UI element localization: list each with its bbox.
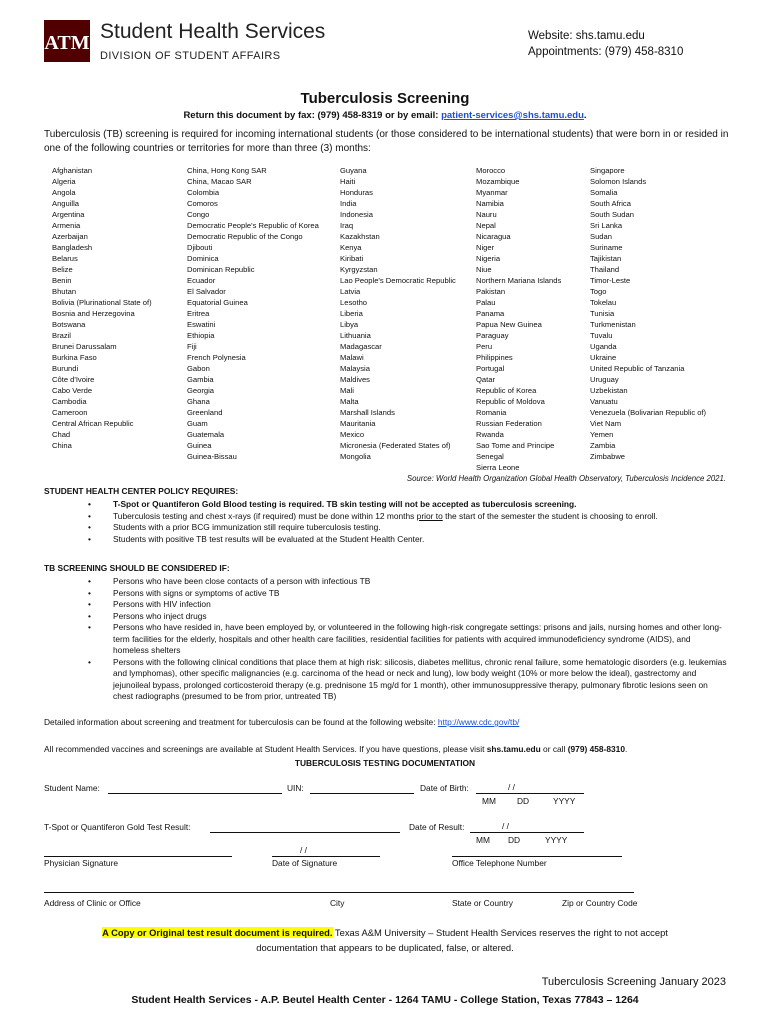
country-item: Ghana — [187, 397, 210, 406]
country-item: Nauru — [476, 210, 497, 219]
country-item: Belize — [52, 265, 73, 274]
country-item: Mozambique — [476, 177, 520, 186]
country-item: Turkmenistan — [590, 320, 636, 329]
country-item: Togo — [590, 287, 607, 296]
physician-signature-field[interactable] — [44, 846, 232, 857]
country-item: South Sudan — [590, 210, 634, 219]
country-item: Malta — [340, 397, 359, 406]
country-item: Qatar — [476, 375, 495, 384]
country-item: Tunisia — [590, 309, 615, 318]
country-item: Central African Republic — [52, 419, 134, 428]
note-text: Texas A&M University – Student Health Services reserves the right to not accept — [332, 927, 668, 938]
country-item: Cambodia — [52, 397, 87, 406]
country-item: Honduras — [340, 188, 373, 197]
country-item: Uruguay — [590, 375, 619, 384]
country-item: Micronesia (Federated States of) — [340, 441, 451, 450]
intro-paragraph: Tuberculosis (TB) screening is required for incoming international students (or those considered to be international students) that were born in or resided in one of the following countries or territories for more than three (3) months: — [44, 129, 729, 154]
country-item: Papua New Guinea — [476, 320, 542, 329]
country-item: Mongolia — [340, 452, 371, 461]
country-item: Zambia — [590, 441, 616, 450]
office-phone-field[interactable] — [452, 846, 622, 857]
country-item: Malaysia — [340, 364, 370, 373]
appointments-text: Appointments: (979) 458-8310 — [528, 46, 684, 58]
country-item: Gambia — [187, 375, 214, 384]
office-phone-label: Office Telephone Number — [452, 858, 547, 868]
considered-heading: TB SCREENING SHOULD BE CONSIDERED IF: — [44, 563, 230, 573]
country-item: Cabo Verde — [52, 386, 93, 395]
student-name-label: Student Name: — [44, 783, 100, 793]
country-item: Thailand — [590, 265, 620, 274]
country-item: Eritrea — [187, 309, 210, 318]
footer-date: Tuberculosis Screening January 2023 — [541, 976, 726, 988]
country-item: Lesotho — [340, 298, 368, 307]
country-item: Botswana — [52, 320, 86, 329]
country-item: Solomon Islands — [590, 177, 647, 186]
policy-item — [88, 511, 728, 523]
address-label: Address of Clinic or Office — [44, 898, 141, 908]
country-item: Myanmar — [476, 188, 508, 197]
country-item: Nicaragua — [476, 232, 511, 241]
country-item: Algeria — [52, 177, 76, 186]
country-item: Lao People's Democratic Republic — [340, 276, 456, 285]
country-item: Armenia — [52, 221, 81, 230]
email-link[interactable]: patient-services@shs.tamu.edu — [441, 110, 584, 121]
physician-signature-label: Physician Signature — [44, 858, 119, 868]
country-item: Eswatini — [187, 320, 216, 329]
country-item: Suriname — [590, 243, 623, 252]
country-item: French Polynesia — [187, 353, 246, 362]
highlighted-requirement: A Copy or Original test result document is required. — [102, 927, 333, 938]
considered-item: • Persons who have been close contacts of a person with infectious TB — [88, 576, 728, 588]
country-column-2 — [187, 165, 319, 462]
country-item: Sierra Leone — [476, 463, 520, 472]
dob-label: Date of Birth: — [420, 783, 469, 793]
country-item: Chad — [52, 430, 71, 439]
country-item: Congo — [187, 210, 210, 219]
uin-label: UIN: — [287, 783, 304, 793]
country-column-5 — [590, 165, 706, 462]
country-item: Ethiopia — [187, 331, 215, 340]
country-item: Somalia — [590, 188, 618, 197]
country-item: Bosnia and Herzegovina — [52, 309, 135, 318]
country-item: Guam — [187, 419, 208, 428]
tamu-logo — [44, 20, 90, 62]
country-item: Guatemala — [187, 430, 225, 439]
country-item: Mauritania — [340, 419, 376, 428]
country-column-4 — [476, 165, 561, 473]
country-item: Nepal — [476, 221, 496, 230]
country-item: Burundi — [52, 364, 79, 373]
contact-info — [528, 28, 683, 60]
country-item: Afghanistan — [52, 166, 93, 175]
country-item: Romania — [476, 408, 507, 417]
student-name-field[interactable] — [108, 783, 282, 794]
vaccines-info — [44, 744, 627, 754]
country-item: Kenya — [340, 243, 362, 252]
country-item: Bolivia (Plurinational State of) — [52, 298, 152, 307]
address-field[interactable] — [44, 882, 634, 893]
org-name: Student Health Services — [100, 20, 326, 43]
country-item: Philippines — [476, 353, 513, 362]
uin-field[interactable] — [310, 783, 414, 794]
country-item: Lithuania — [340, 331, 371, 340]
country-item: Liberia — [340, 309, 363, 318]
city-label: City — [330, 898, 345, 908]
dob-dd: DD — [517, 796, 530, 806]
country-item: Sudan — [590, 232, 612, 241]
country-item: Peru — [476, 342, 493, 351]
dob-mm: MM — [482, 796, 496, 806]
country-item: Republic of Korea — [476, 386, 537, 395]
country-item: Angola — [52, 188, 76, 197]
test-result-field[interactable] — [210, 822, 400, 833]
country-item: China — [52, 441, 72, 450]
dob-yyyy: YYYY — [553, 796, 576, 806]
date-result-field[interactable] — [470, 822, 584, 833]
country-item: Namibia — [476, 199, 504, 208]
policy-list — [88, 499, 728, 545]
country-item: Djibouti — [187, 243, 213, 252]
country-item: Sao Tome and Principe — [476, 441, 555, 450]
considered-list — [88, 576, 728, 703]
country-item: Niger — [476, 243, 495, 252]
country-item: El Salvador — [187, 287, 226, 296]
country-item: Libya — [340, 320, 359, 329]
footer-address: Student Health Services - A.P. Beutel Health Center - 1264 TAMU - College Station, Texas 77843 – 1264 — [131, 994, 639, 1006]
country-item: Brunei Darussalam — [52, 342, 117, 351]
country-item: Georgia — [187, 386, 215, 395]
country-item: Maldives — [340, 375, 370, 384]
country-item: Burkina Faso — [52, 353, 97, 362]
considered-item: • Persons with HIV infection — [88, 599, 728, 611]
country-item: Kyrgyzstan — [340, 265, 378, 274]
result-yyyy: YYYY — [545, 835, 568, 845]
country-item: Democratic People's Republic of Korea — [187, 221, 319, 230]
country-item: Vanuatu — [590, 397, 618, 406]
country-item: Tokelau — [590, 298, 617, 307]
country-item: Azerbaijan — [52, 232, 88, 241]
signature-date-slashes: / / — [300, 845, 307, 855]
country-item: Singapore — [590, 166, 625, 175]
date-result-label: Date of Result: — [409, 822, 465, 832]
country-item: Haiti — [340, 177, 356, 186]
country-item: Fiji — [187, 342, 197, 351]
country-item: Iraq — [340, 221, 354, 230]
country-item: Mexico — [340, 430, 365, 439]
signature-date-field[interactable] — [272, 846, 380, 857]
country-item: Madagascar — [340, 342, 382, 351]
dob-slashes: / / — [508, 782, 515, 792]
country-item: Ecuador — [187, 276, 216, 285]
website-text: Website: shs.tamu.edu — [528, 30, 645, 42]
test-result-label: T-Spot or Quantiferon Gold Test Result: — [44, 822, 191, 832]
policy-item: • T-Spot or Quantiferon Gold Blood testing is required. TB skin testing will not be accepted as tuberculosis screening. — [88, 499, 728, 511]
country-item: Russian Federation — [476, 419, 542, 428]
country-item: Guinea — [187, 441, 212, 450]
country-item: South Africa — [590, 199, 631, 208]
policy-heading: STUDENT HEALTH CENTER POLICY REQUIRES: — [44, 486, 239, 496]
country-item: Nigeria — [476, 254, 501, 263]
country-item: India — [340, 199, 357, 208]
cdc-link[interactable]: http://www.cdc.gov/tb/ — [437, 717, 520, 727]
source-citation: Source: World Health Organization Global Health Observatory, Tuberculosis Incidence 2021. — [406, 474, 726, 483]
country-item: Tuvalu — [590, 331, 613, 340]
country-item: Mali — [340, 386, 354, 395]
zip-label: Zip or Country Code — [562, 898, 638, 908]
country-column-1 — [52, 165, 152, 451]
country-item: Cameroon — [52, 408, 88, 417]
date-of-signature-label: Date of Signature — [272, 858, 338, 868]
country-item: Rwanda — [476, 430, 504, 439]
dob-field[interactable] — [476, 783, 584, 794]
country-item: Benin — [52, 276, 72, 285]
country-item: Zimbabwe — [590, 452, 626, 461]
country-item: Gabon — [187, 364, 210, 373]
country-item: China, Hong Kong SAR — [187, 166, 267, 175]
copy-required-note — [0, 925, 770, 955]
note-text: documentation that appears to be duplicated, false, or altered. — [256, 942, 514, 953]
detail-info — [44, 717, 519, 727]
country-item: Uganda — [590, 342, 617, 351]
country-column-3 — [340, 165, 456, 462]
considered-item: • Persons with signs or symptoms of active TB — [88, 588, 728, 600]
country-item: Bhutan — [52, 287, 77, 296]
policy-underlined: prior to — [416, 510, 443, 521]
country-item: Kazakhstan — [340, 232, 380, 241]
country-item: Sri Lanka — [590, 221, 623, 230]
allrec-site: shs.tamu.edu — [486, 744, 541, 754]
country-item: Equatorial Guinea — [187, 298, 248, 307]
policy-text: Tuberculosis testing and chest x-rays (if required) must be done within 12 months — [113, 510, 417, 521]
country-item: Uzbekistan — [590, 386, 628, 395]
country-item: Republic of Moldova — [476, 397, 545, 406]
return-suffix: . — [583, 110, 587, 121]
country-item: Greenland — [187, 408, 223, 417]
country-item: Portugal — [476, 364, 505, 373]
country-item: Tajikistan — [590, 254, 622, 263]
country-item: Belarus — [52, 254, 78, 263]
country-item: Pakistan — [476, 287, 506, 296]
form-heading: TUBERCULOSIS TESTING DOCUMENTATION — [294, 758, 476, 768]
country-item: China, Macao SAR — [187, 177, 252, 186]
allrec-text: All recommended vaccines and screenings are available at Student Health Services. If you have questions, please visit — [44, 744, 487, 754]
country-item: Guyana — [340, 166, 367, 175]
allrec-text: or call — [540, 744, 568, 754]
date-result-slashes: / / — [502, 821, 509, 831]
policy-text: the start of the semester the student is choosing to enroll. — [442, 510, 658, 521]
state-label: State or Country — [452, 898, 513, 908]
page-title: Tuberculosis Screening — [300, 90, 470, 107]
country-item: Morocco — [476, 166, 506, 175]
country-item: Latvia — [340, 287, 361, 296]
country-item: Panama — [476, 309, 505, 318]
country-item: Dominican Republic — [187, 265, 255, 274]
country-item: Côte d'Ivoire — [52, 375, 95, 384]
country-item: Malawi — [340, 353, 364, 362]
country-item: Anguilla — [52, 199, 80, 208]
result-mm: MM — [476, 835, 490, 845]
allrec-phone: (979) 458-8310 — [567, 744, 625, 754]
country-item: Guinea-Bissau — [187, 452, 237, 461]
country-item: Indonesia — [340, 210, 373, 219]
considered-item: • Persons who inject drugs — [88, 611, 728, 623]
country-item: Venezuela (Bolivarian Republic of) — [590, 408, 707, 417]
country-item: Dominica — [187, 254, 219, 263]
logo-text: ATM — [44, 32, 90, 54]
org-subtitle: DIVISION OF STUDENT AFFAIRS — [100, 50, 281, 62]
country-item: Timor-Leste — [590, 276, 631, 285]
country-item: Bangladesh — [52, 243, 93, 252]
country-item: Paraguay — [476, 331, 509, 340]
return-instructions — [0, 110, 770, 121]
result-dd: DD — [508, 835, 521, 845]
country-item: Comoros — [187, 199, 218, 208]
country-item: Yemen — [590, 430, 614, 439]
country-item: Palau — [476, 298, 496, 307]
allrec-text: . — [625, 744, 628, 754]
country-item: United Republic of Tanzania — [590, 364, 685, 373]
country-item: Ukraine — [590, 353, 617, 362]
return-prefix: Return this document by fax: (979) 458-8319 or by email: — [183, 110, 442, 121]
country-item: Marshall Islands — [340, 408, 395, 417]
policy-item: • Students with a prior BCG immunization still require tuberculosis testing. — [88, 522, 728, 534]
considered-item: • Persons who have resided in, have been employed by, or volunteered in the following high-risk congregate settings: prisons and jails, nursing homes and other long-term facilities for the elderly, hospitals and other health care facilities, residential facilities for patients with acquired immunodeficiency syndrome (AIDS), and homeless shelters — [88, 622, 728, 657]
country-item: Democratic Republic of the Congo — [187, 232, 303, 241]
country-item: Senegal — [476, 452, 504, 461]
considered-item: • Persons with the following clinical conditions that place them at high risk: silicosis, diabetes mellitus, chronic renal failure, some hematologic disorders (e.g. leukemias and lymphomas), other specific malignancies (e.g. carcinoma of the head or neck and lung), low body weight (10% or more below the ideal), gastrectomy and jejunoileal bypass, prolonged corticosteroid therapy (e.g. prednisone 15 mg/d for 1 month), other immunosuppressive therapy, pulmonary fibrotic lesions seen on chest radiographs (presumed to be from prior, untreated TB) — [88, 657, 728, 703]
country-item: Kiribati — [340, 254, 364, 263]
country-item: Niue — [476, 265, 492, 274]
country-item: Argentina — [52, 210, 85, 219]
policy-item: • Students with positive TB test results will be evaluated at the Student Health Center. — [88, 534, 728, 546]
country-item: Northern Mariana Islands — [476, 276, 562, 285]
country-item: Viet Nam — [590, 419, 622, 428]
detail-text: Detailed information about screening and treatment for tuberculosis can be found at the following website: — [44, 717, 438, 727]
country-item: Brazil — [52, 331, 71, 340]
country-item: Colombia — [187, 188, 220, 197]
